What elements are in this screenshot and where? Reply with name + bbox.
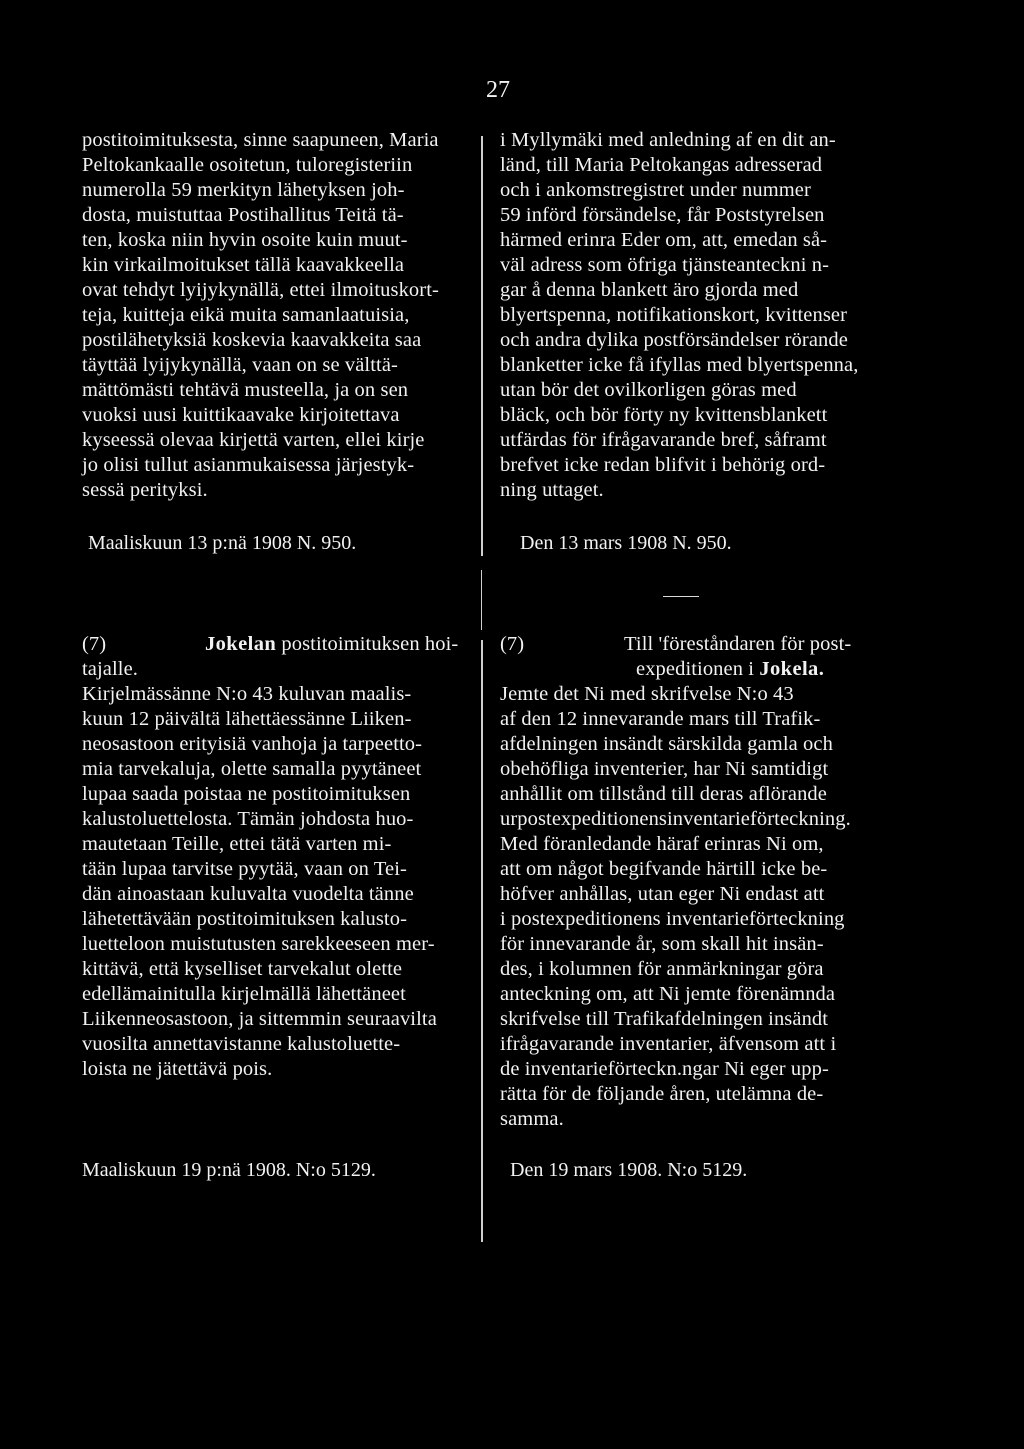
text-line: af den 12 innevarande mars till Trafik- [500, 708, 821, 730]
section2-swedish-text [500, 632, 904, 1132]
text-line: ning uttaget. [500, 479, 604, 501]
text-line: kittävä, että kyselliset tarvekalut olette [82, 958, 403, 980]
text-line: utan bör det ovilkorligen göras med [500, 379, 797, 401]
text-line: obehöfliga inventerier, har Ni samtidigt [500, 758, 829, 780]
section1-finnish-paragraph [82, 128, 474, 503]
section2-swedish-heading-line2-text: expeditionen i [636, 658, 755, 680]
text-line: kin virkailmoitukset tällä kaavakkeella [82, 254, 405, 276]
text-line: Jemte det Ni med skrifvelse N:o 43 [500, 683, 794, 705]
text-line: gar å denna blankett äro gjorda med [500, 279, 799, 301]
text-line: dosta, muistuttaa Postihallitus Teitä tä- [82, 204, 404, 226]
text-line: väl adress som öfriga tjänsteanteckni n- [500, 254, 830, 276]
text-line: ifrågavarande inventarier, äfvensom att i [500, 1033, 837, 1055]
text-line: luetteloon muistutusten sarekkeeseen mer- [82, 933, 435, 955]
text-line: postitoimituksesta, sinne saapuneen, Maria [82, 129, 439, 151]
text-line: sessä perityksi. [82, 479, 208, 501]
text-line: för innevarande år, som skall hit insän- [500, 933, 824, 955]
text-line: i postexpeditionens inventarieförteckning [500, 908, 845, 930]
text-line: numerolla 59 merkityn lähetyksen joh- [82, 179, 405, 201]
column-divider-top [481, 136, 483, 556]
section2-swedish-heading-line1: Till 'föreståndaren för post- [624, 633, 852, 655]
text-line: ten, koska niin hyvin osoite kuin muut- [82, 229, 408, 251]
text-line: Liikenneosastoon, ja sittemmin seuraavilta [82, 1008, 437, 1030]
section2-finnish-heading-rest: postitoimituksen hoi- [281, 633, 459, 655]
section2-swedish-heading [500, 632, 904, 657]
section1-finnish-date: Maaliskuun 13 p:nä 1908 N. 950. [88, 532, 357, 554]
text-line: rätta för de följande åren, utelämna de- [500, 1083, 824, 1105]
section2-swedish-number: (7) [500, 633, 525, 655]
text-line: loista ne jätettävä pois. [82, 1058, 273, 1080]
text-line: anteckning om, att Ni jemte förenämnda [500, 983, 836, 1005]
section2-finnish-paragraph [82, 682, 474, 1082]
text-line: Peltokankaalle osoitetun, tuloregisteriin [82, 154, 413, 176]
text-line: de inventarieförteckn.ngar Ni eger upp- [500, 1058, 829, 1080]
text-line: anhållit om tillstånd till deras aflörande [500, 783, 827, 805]
text-line: lähetettävään postitoimituksen kalusto- [82, 908, 407, 930]
text-line: och i ankomstregistret under nummer [500, 179, 811, 201]
section2-swedish-heading-line2 [500, 657, 904, 682]
section1-swedish-date: Den 13 mars 1908 N. 950. [520, 532, 732, 554]
text-line: härmed erinra Eder om, att, emedan så- [500, 229, 828, 251]
section1-swedish-text [500, 128, 904, 503]
text-line: att om något begifvande härtill icke be- [500, 858, 828, 880]
text-line: utfärdas för ifrågavarande bref, såframt [500, 429, 827, 451]
text-line: 59 införd försändelse, får Poststyrelsen [500, 204, 825, 226]
text-line: skrifvelse till Trafikafdelningen insändt [500, 1008, 829, 1030]
column-divider-bottom [481, 640, 483, 1242]
section2-swedish-heading-place: Jokela. [759, 658, 825, 680]
text-line: kyseessä olevaa kirjettä varten, ellei kirje [82, 429, 425, 451]
text-line: mia tarvekaluja, olette samalla pyytäneet [82, 758, 422, 780]
text-line: urpostexpeditionensinventarieförteckning. [500, 808, 851, 830]
section1-finnish-text [82, 128, 474, 503]
text-line: samma. [500, 1108, 564, 1130]
text-line: dän ainoastaan kuluvalta vuodelta tänne [82, 883, 414, 905]
section-separator-rule [663, 596, 699, 597]
text-line: postilähetyksiä koskevia kaavakkeita saa [82, 329, 422, 351]
text-line: i Myllymäki med anledning af en dit an- [500, 129, 836, 151]
text-line: ovat tehdyt lyijykynällä, ettei ilmoituskort- [82, 279, 439, 301]
text-line: blyertspenna, notifikationskort, kvittenser [500, 304, 848, 326]
text-line: Med föranledande häraf erinras Ni om, [500, 833, 824, 855]
text-line: edellämainitulla kirjelmällä lähettäneet [82, 983, 406, 1005]
section2-finnish-number: (7) [82, 633, 107, 655]
section2-swedish-paragraph [500, 682, 904, 1132]
section2-swedish-date: Den 19 mars 1908. N:o 5129. [510, 1159, 748, 1181]
text-line: höfver anhållas, utan eger Ni endast att [500, 883, 825, 905]
section2-finnish-date: Maaliskuun 19 p:nä 1908. N:o 5129. [82, 1159, 376, 1181]
page-number: 27 [486, 77, 510, 103]
text-line: täyttää lyijykynällä, vaan on se välttä- [82, 354, 398, 376]
text-line: teja, kuitteja eikä muita samanlaatuisia, [82, 304, 410, 326]
text-line: neosastoon erityisiä vanhoja ja tarpeetto- [82, 733, 423, 755]
section1-swedish-paragraph [500, 128, 904, 503]
text-line: blanketter icke få ifyllas med blyertspenna, [500, 354, 859, 376]
text-line: mättömästi tehtävä musteella, ja on sen [82, 379, 409, 401]
text-line: afdelningen insändt särskilda gamla och [500, 733, 833, 755]
text-line: vuosilta annettavistanne kalustoluette- [82, 1033, 401, 1055]
section2-finnish-heading-line2: tajalle. [82, 658, 139, 680]
section2-finnish-text [82, 632, 474, 1082]
section2-finnish-heading-place: Jokelan [205, 633, 277, 655]
column-divider-middle [481, 570, 482, 630]
text-line: och andra dylika postförsändelser rörande [500, 329, 848, 351]
text-line: brefvet icke redan blifvit i behörig ord- [500, 454, 826, 476]
text-line: bläck, och bör förty ny kvittensblankett [500, 404, 828, 426]
text-line: jo olisi tullut asianmukaisessa järjestyk- [82, 454, 415, 476]
text-line: länd, till Maria Peltokangas adresserad [500, 154, 823, 176]
text-line: mautetaan Teille, ettei tätä varten mi- [82, 833, 392, 855]
text-line: Kirjelmässänne N:o 43 kuluvan maalis- [82, 683, 412, 705]
text-line: tään lupaa tarvitse pyytää, vaan on Tei- [82, 858, 407, 880]
text-line: des, i kolumnen för anmärkningar göra [500, 958, 824, 980]
text-line: kalustoluettelosta. Tämän johdosta huo- [82, 808, 414, 830]
text-line: lupaa saada poistaa ne postitoimituksen [82, 783, 411, 805]
text-line: kuun 12 päivältä lähettäessänne Liiken- [82, 708, 412, 730]
section2-finnish-heading [82, 632, 474, 657]
text-line: vuoksi uusi kuittikaavake kirjoitettava [82, 404, 400, 426]
